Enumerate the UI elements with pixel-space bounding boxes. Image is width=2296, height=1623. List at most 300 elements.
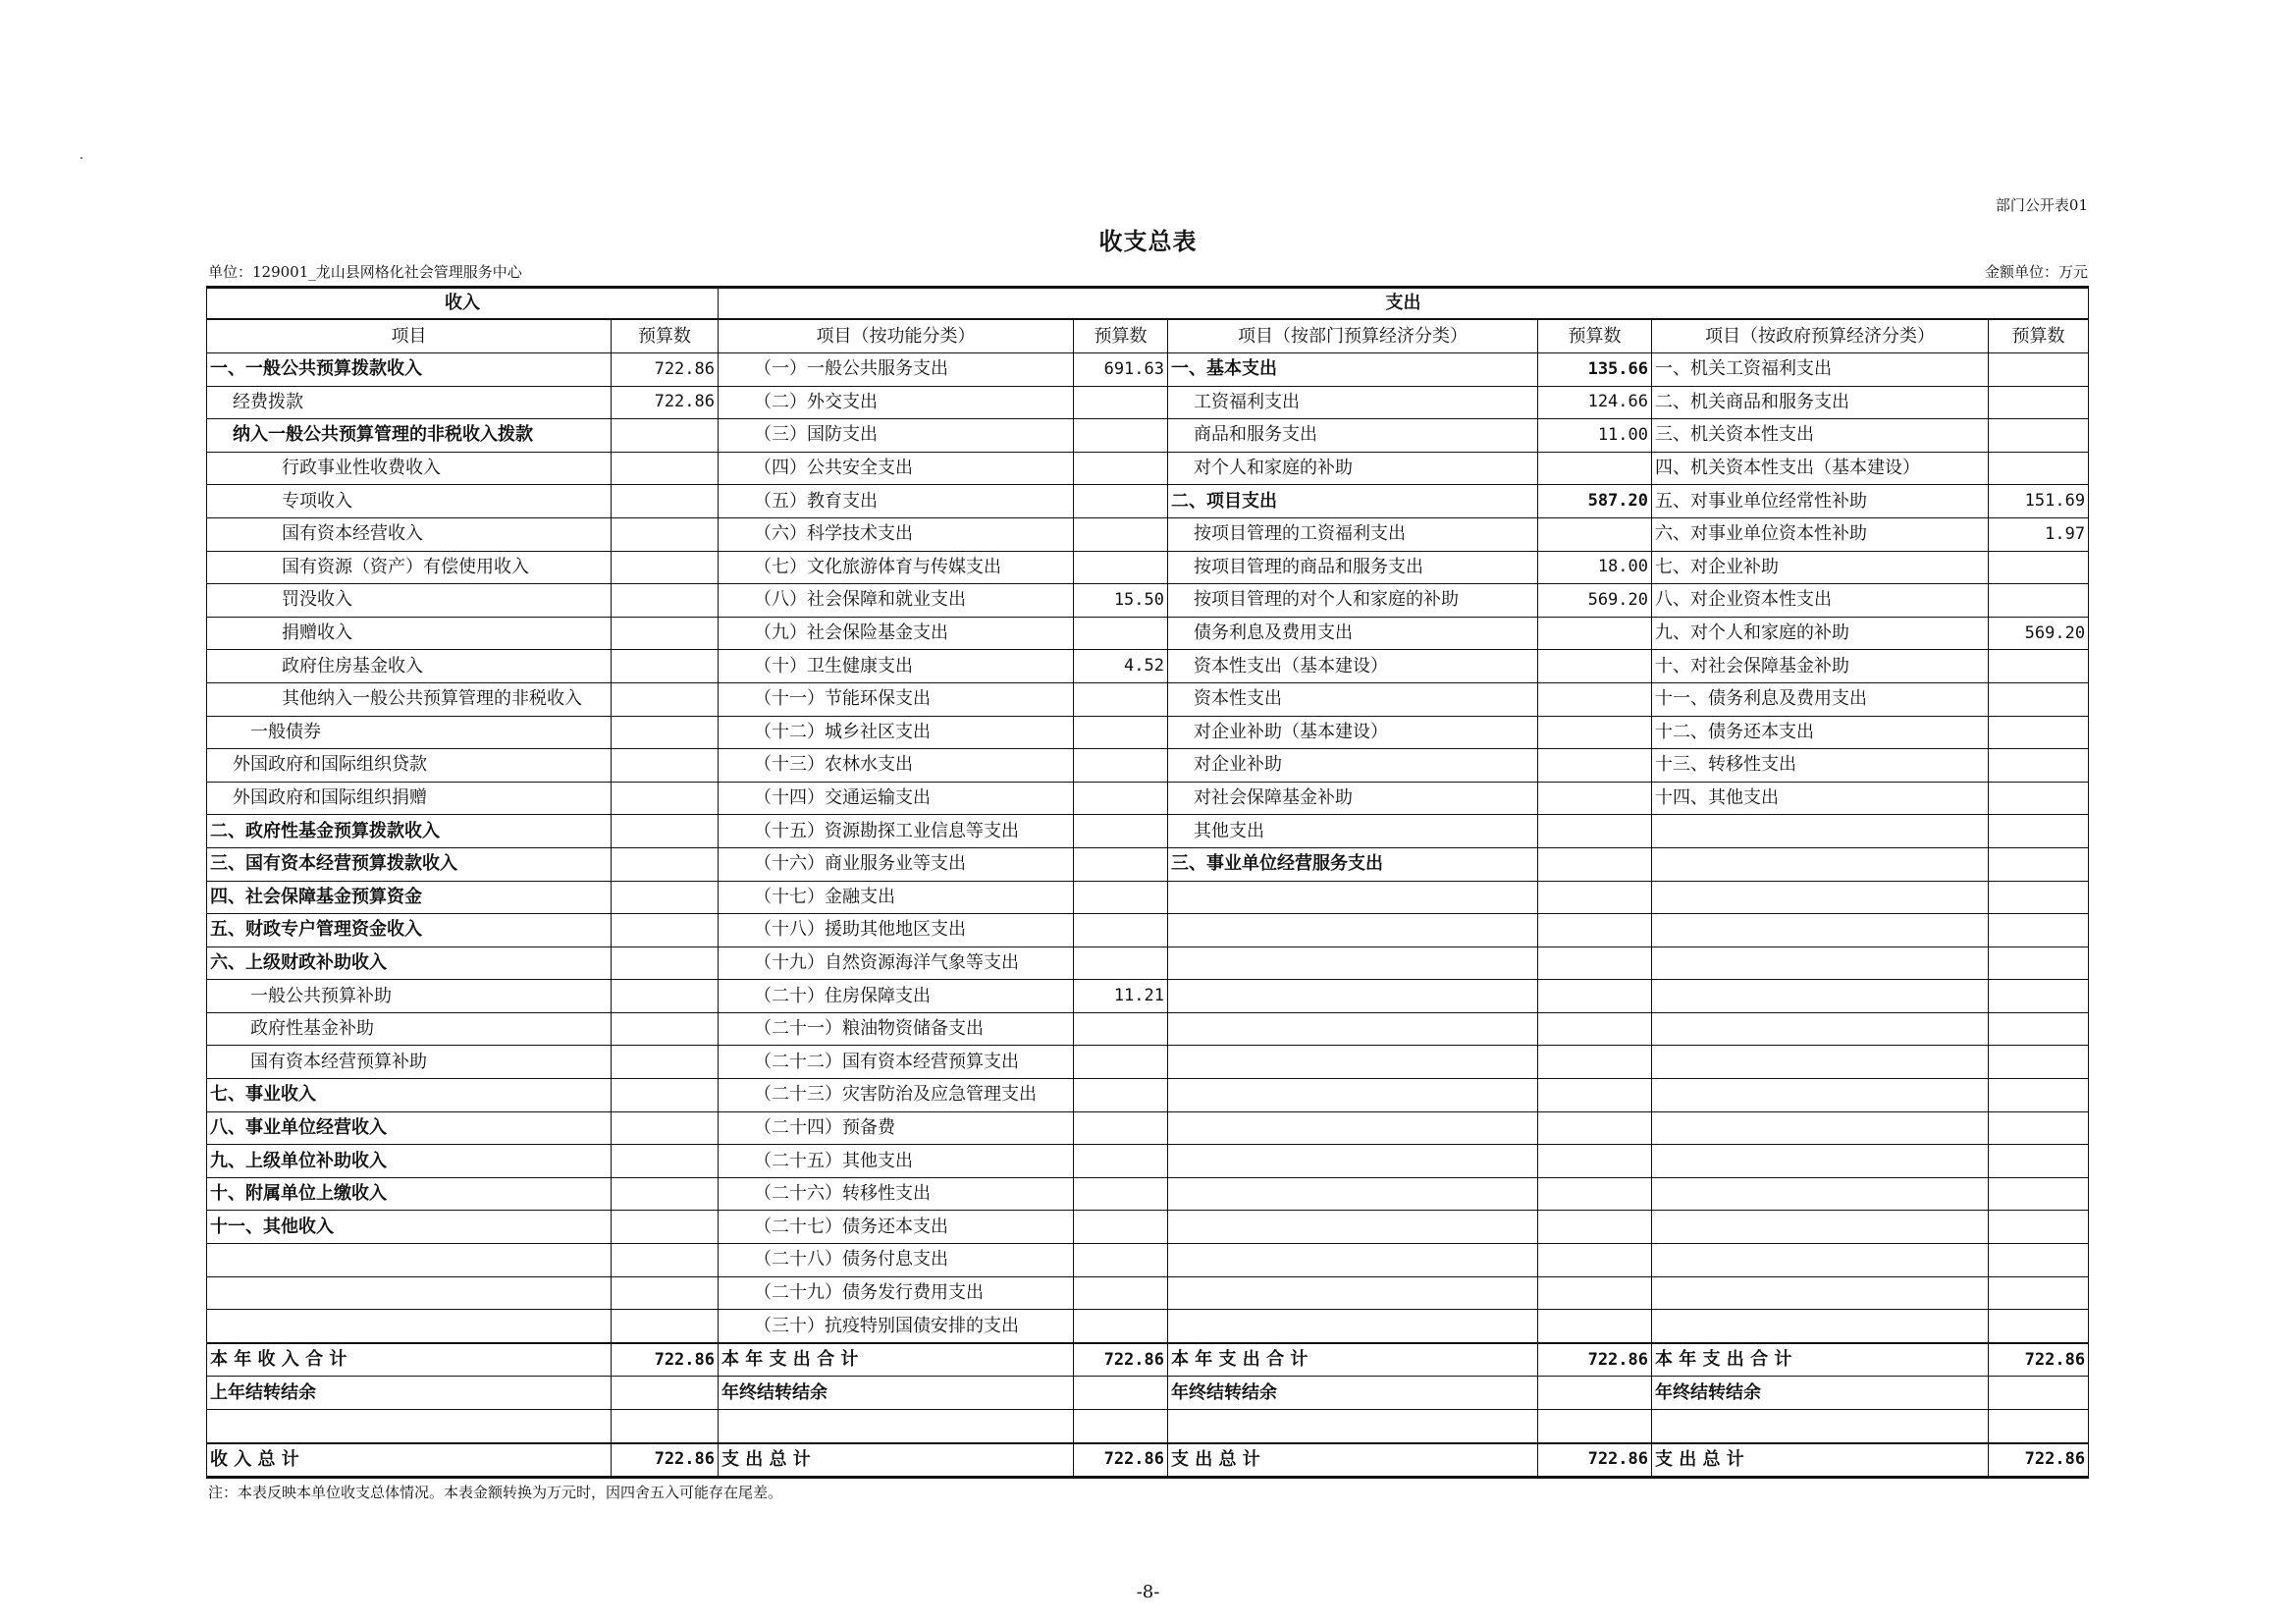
table-row	[207, 551, 2089, 584]
row-item-cell	[207, 1310, 612, 1343]
table-row	[207, 1012, 2089, 1046]
row-item-cell: 一、基本支出	[1168, 353, 1538, 387]
row-amount-cell	[612, 782, 719, 815]
row-item-cell: （六）科学技术支出	[719, 517, 1074, 551]
row-amount-cell	[1074, 1012, 1168, 1046]
row-item-cell: 支 出 总 计	[1652, 1443, 1989, 1478]
row-amount-cell	[1989, 1211, 2089, 1244]
group-header-row	[207, 288, 2089, 320]
row-amount-cell	[612, 419, 719, 453]
row-amount-cell	[1989, 1079, 2089, 1112]
row-item-cell: 二、机关商品和服务支出	[1652, 386, 1989, 419]
row-amount-cell	[1074, 1377, 1168, 1410]
money-unit-label: 金额单位：万元	[1984, 263, 2088, 281]
row-item-cell: 四、社会保障基金预算资金	[207, 881, 612, 914]
row-item-cell: 三、机关资本性支出	[1652, 419, 1989, 453]
column-header: 预算数	[612, 319, 719, 353]
row-item-cell	[1168, 1111, 1538, 1145]
column-header: 预算数	[1074, 319, 1168, 353]
row-amount-cell	[1538, 1377, 1652, 1410]
table-row	[207, 749, 2089, 783]
row-item-cell: 其他支出	[1168, 815, 1538, 848]
row-item-cell: 五、对事业单位经常性补助	[1652, 485, 1989, 518]
row-amount-cell	[1538, 1012, 1652, 1046]
income-group-header: 收入	[207, 288, 719, 320]
row-amount-cell	[1989, 716, 2089, 749]
row-item-cell	[1652, 1244, 1989, 1277]
scan-speck	[80, 157, 82, 159]
column-header: 预算数	[1989, 319, 2089, 353]
row-amount-cell: 722.86	[612, 353, 719, 387]
row-amount-cell	[1074, 881, 1168, 914]
row-amount-cell: 15.50	[1074, 584, 1168, 618]
row-item-cell: （二十三）灾害防治及应急管理支出	[719, 1079, 1074, 1112]
row-amount-cell	[1989, 650, 2089, 683]
row-item-cell: 本 年 支 出 合 计	[719, 1343, 1074, 1377]
row-item-cell: 十一、其他收入	[207, 1211, 612, 1244]
row-item-cell	[1652, 947, 1989, 980]
table-row	[207, 980, 2089, 1013]
table-row	[207, 914, 2089, 947]
row-item-cell	[1652, 815, 1989, 848]
row-item-cell: 十、附属单位上缴收入	[207, 1177, 612, 1211]
row-amount-cell	[612, 452, 719, 485]
row-amount-cell: 18.00	[1538, 551, 1652, 584]
row-amount-cell	[1538, 452, 1652, 485]
row-amount-cell	[1074, 419, 1168, 453]
row-item-cell: （五）教育支出	[719, 485, 1074, 518]
row-item-cell: （二）外交支出	[719, 386, 1074, 419]
row-item-cell	[1652, 1046, 1989, 1079]
row-amount-cell	[612, 682, 719, 716]
row-item-cell	[719, 1410, 1074, 1443]
row-amount-cell	[1989, 1046, 2089, 1079]
row-item-cell	[207, 1244, 612, 1277]
row-amount-cell	[1074, 682, 1168, 716]
row-item-cell: （三）国防支出	[719, 419, 1074, 453]
row-item-cell: （二十六）转移性支出	[719, 1177, 1074, 1211]
row-item-cell: 年终结转结余	[1652, 1377, 1989, 1410]
row-amount-cell	[1538, 1177, 1652, 1211]
row-amount-cell: 151.69	[1989, 485, 2089, 518]
table-row	[207, 682, 2089, 716]
row-amount-cell: 135.66	[1538, 353, 1652, 387]
row-amount-cell	[612, 1244, 719, 1277]
row-item-cell: （九）社会保险基金支出	[719, 617, 1074, 650]
row-item-cell: 专项收入	[207, 485, 612, 518]
row-amount-cell	[1989, 1177, 2089, 1211]
table-row	[207, 1377, 2089, 1410]
table-row	[207, 1410, 2089, 1443]
row-amount-cell	[612, 1377, 719, 1410]
row-item-cell: （十五）资源勘探工业信息等支出	[719, 815, 1074, 848]
row-amount-cell: 569.20	[1538, 584, 1652, 618]
row-amount-cell	[1074, 1145, 1168, 1178]
row-amount-cell	[1989, 914, 2089, 947]
row-amount-cell	[612, 1177, 719, 1211]
table-row	[207, 584, 2089, 618]
row-amount-cell: 722.86	[1989, 1443, 2089, 1478]
row-item-cell	[1168, 1145, 1538, 1178]
row-item-cell: 本 年 收 入 合 计	[207, 1343, 612, 1377]
row-item-cell: （二十九）债务发行费用支出	[719, 1276, 1074, 1310]
row-amount-cell	[1989, 353, 2089, 387]
row-item-cell: 一般债券	[207, 716, 612, 749]
row-item-cell	[1168, 947, 1538, 980]
row-item-cell	[207, 1276, 612, 1310]
row-item-cell: 对社会保障基金补助	[1168, 782, 1538, 815]
row-item-cell: 九、上级单位补助收入	[207, 1145, 612, 1178]
column-header: 项目	[207, 319, 612, 353]
table-row	[207, 617, 2089, 650]
table-row	[207, 847, 2089, 881]
row-amount-cell: 124.66	[1538, 386, 1652, 419]
row-amount-cell	[1989, 1310, 2089, 1343]
row-item-cell: （二十）住房保障支出	[719, 980, 1074, 1013]
row-item-cell: 一、一般公共预算拨款收入	[207, 353, 612, 387]
row-amount-cell	[1074, 1244, 1168, 1277]
row-amount-cell	[1074, 1410, 1168, 1443]
row-item-cell	[1168, 980, 1538, 1013]
row-item-cell: 国有资本经营收入	[207, 517, 612, 551]
row-amount-cell: 722.86	[612, 1343, 719, 1377]
row-item-cell: （二十七）债务还本支出	[719, 1211, 1074, 1244]
row-item-cell: 工资福利支出	[1168, 386, 1538, 419]
row-amount-cell	[612, 847, 719, 881]
row-item-cell: 资本性支出	[1168, 682, 1538, 716]
row-amount-cell	[1074, 815, 1168, 848]
row-amount-cell: 722.86	[1538, 1343, 1652, 1377]
row-item-cell: 七、对企业补助	[1652, 551, 1989, 584]
row-amount-cell	[1989, 551, 2089, 584]
row-amount-cell	[1538, 517, 1652, 551]
column-header: 预算数	[1538, 319, 1652, 353]
row-amount-cell	[612, 881, 719, 914]
row-amount-cell	[1989, 815, 2089, 848]
row-item-cell: （二十二）国有资本经营预算支出	[719, 1046, 1074, 1079]
row-amount-cell	[1538, 617, 1652, 650]
row-amount-cell	[1538, 749, 1652, 783]
row-item-cell: （十六）商业服务业等支出	[719, 847, 1074, 881]
row-amount-cell	[1074, 847, 1168, 881]
row-item-cell: 对个人和家庭的补助	[1168, 452, 1538, 485]
row-item-cell: （十七）金融支出	[719, 881, 1074, 914]
row-amount-cell	[1989, 452, 2089, 485]
row-amount-cell	[1074, 1276, 1168, 1310]
row-amount-cell	[1074, 782, 1168, 815]
row-amount-cell	[1538, 914, 1652, 947]
row-item-cell: 一般公共预算补助	[207, 980, 612, 1013]
row-amount-cell	[1538, 1310, 1652, 1343]
row-item-cell: 七、事业收入	[207, 1079, 612, 1112]
table-row	[207, 353, 2089, 387]
row-amount-cell	[1538, 1079, 1652, 1112]
row-item-cell: 纳入一般公共预算管理的非税收入拨款	[207, 419, 612, 453]
row-amount-cell	[1538, 1276, 1652, 1310]
expense-group-header: 支出	[719, 288, 2089, 320]
row-item-cell: 经费拨款	[207, 386, 612, 419]
table-row	[207, 782, 2089, 815]
column-header: 项目（按政府预算经济分类）	[1652, 319, 1989, 353]
row-amount-cell	[1538, 682, 1652, 716]
column-header-row	[207, 319, 2089, 353]
row-item-cell	[1652, 1012, 1989, 1046]
row-item-cell: 国有资源（资产）有偿使用收入	[207, 551, 612, 584]
row-amount-cell	[612, 1211, 719, 1244]
table-row	[207, 881, 2089, 914]
row-amount-cell	[612, 485, 719, 518]
row-item-cell: （十八）援助其他地区支出	[719, 914, 1074, 947]
row-amount-cell	[612, 1310, 719, 1343]
row-item-cell	[1652, 1177, 1989, 1211]
table-row	[207, 1177, 2089, 1211]
row-item-cell: 十四、其他支出	[1652, 782, 1989, 815]
row-item-cell	[1168, 1244, 1538, 1277]
row-item-cell: （七）文化旅游体育与传媒支出	[719, 551, 1074, 584]
row-item-cell	[1168, 1310, 1538, 1343]
row-amount-cell: 722.86	[1538, 1443, 1652, 1478]
row-amount-cell: 4.52	[1074, 650, 1168, 683]
row-item-cell: 行政事业性收费收入	[207, 452, 612, 485]
row-amount-cell	[1074, 749, 1168, 783]
row-amount-cell	[612, 617, 719, 650]
row-item-cell	[1168, 1046, 1538, 1079]
row-amount-cell	[1538, 650, 1652, 683]
table-row	[207, 716, 2089, 749]
row-item-cell: （八）社会保障和就业支出	[719, 584, 1074, 618]
row-item-cell	[1168, 914, 1538, 947]
row-amount-cell: 691.63	[1074, 353, 1168, 387]
row-amount-cell	[1989, 847, 2089, 881]
row-amount-cell	[1538, 782, 1652, 815]
row-item-cell: 外国政府和国际组织捐赠	[207, 782, 612, 815]
row-amount-cell	[1989, 881, 2089, 914]
row-item-cell: 罚没收入	[207, 584, 612, 618]
row-item-cell: 外国政府和国际组织贷款	[207, 749, 612, 783]
row-item-cell: 收 入 总 计	[207, 1443, 612, 1478]
row-item-cell: 十一、债务利息及费用支出	[1652, 682, 1989, 716]
row-amount-cell	[1989, 782, 2089, 815]
row-item-cell: 一、机关工资福利支出	[1652, 353, 1989, 387]
row-item-cell: 国有资本经营预算补助	[207, 1046, 612, 1079]
row-amount-cell	[1074, 517, 1168, 551]
row-item-cell: 九、对个人和家庭的补助	[1652, 617, 1989, 650]
row-item-cell: （十一）节能环保支出	[719, 682, 1074, 716]
row-amount-cell	[1538, 815, 1652, 848]
row-item-cell	[1168, 1012, 1538, 1046]
row-item-cell	[1168, 881, 1538, 914]
row-item-cell: （十二）城乡社区支出	[719, 716, 1074, 749]
row-item-cell: 按项目管理的商品和服务支出	[1168, 551, 1538, 584]
row-amount-cell	[1074, 1177, 1168, 1211]
row-amount-cell	[612, 980, 719, 1013]
table-row	[207, 485, 2089, 518]
row-item-cell: 本 年 支 出 合 计	[1168, 1343, 1538, 1377]
row-amount-cell	[1074, 1046, 1168, 1079]
row-item-cell: 八、对企业资本性支出	[1652, 584, 1989, 618]
row-amount-cell: 569.20	[1989, 617, 2089, 650]
row-item-cell: 十、对社会保障基金补助	[1652, 650, 1989, 683]
row-item-cell: 支 出 总 计	[719, 1443, 1074, 1478]
row-amount-cell	[612, 716, 719, 749]
row-amount-cell: 587.20	[1538, 485, 1652, 518]
row-item-cell	[1652, 980, 1989, 1013]
row-amount-cell	[612, 1410, 719, 1443]
row-item-cell	[1652, 914, 1989, 947]
row-amount-cell	[1989, 1377, 2089, 1410]
row-item-cell: （一）一般公共服务支出	[719, 353, 1074, 387]
row-amount-cell	[1074, 485, 1168, 518]
row-amount-cell	[612, 584, 719, 618]
row-amount-cell	[612, 1012, 719, 1046]
row-amount-cell: 11.00	[1538, 419, 1652, 453]
budget-summary-table	[206, 286, 2089, 1479]
row-amount-cell	[1074, 1211, 1168, 1244]
table-row	[207, 1211, 2089, 1244]
row-item-cell: 对企业补助（基本建设）	[1168, 716, 1538, 749]
row-amount-cell	[612, 517, 719, 551]
row-item-cell: 三、事业单位经营服务支出	[1168, 847, 1538, 881]
row-amount-cell: 722.86	[1074, 1343, 1168, 1377]
row-item-cell: 政府性基金补助	[207, 1012, 612, 1046]
row-amount-cell: 722.86	[1074, 1443, 1168, 1478]
row-item-cell	[1652, 1410, 1989, 1443]
row-amount-cell: 1.97	[1989, 517, 2089, 551]
row-item-cell	[1168, 1410, 1538, 1443]
row-item-cell: （十四）交通运输支出	[719, 782, 1074, 815]
row-item-cell	[1652, 1111, 1989, 1145]
row-item-cell: 按项目管理的工资福利支出	[1168, 517, 1538, 551]
row-item-cell: （十三）农林水支出	[719, 749, 1074, 783]
row-item-cell	[1652, 1145, 1989, 1178]
table-row	[207, 1046, 2089, 1079]
row-amount-cell	[1989, 980, 2089, 1013]
table-row	[207, 1244, 2089, 1277]
row-item-cell: （二十八）债务付息支出	[719, 1244, 1074, 1277]
row-item-cell: 本 年 支 出 合 计	[1652, 1343, 1989, 1377]
row-amount-cell	[1074, 914, 1168, 947]
row-amount-cell	[1538, 1111, 1652, 1145]
row-item-cell	[207, 1410, 612, 1443]
row-amount-cell	[1074, 617, 1168, 650]
row-amount-cell	[1538, 881, 1652, 914]
row-item-cell: 支 出 总 计	[1168, 1443, 1538, 1478]
row-amount-cell: 722.86	[612, 386, 719, 419]
row-item-cell: 对企业补助	[1168, 749, 1538, 783]
row-amount-cell	[1989, 419, 2089, 453]
row-item-cell	[1652, 1276, 1989, 1310]
table-row	[207, 1310, 2089, 1343]
row-amount-cell	[1989, 749, 2089, 783]
row-amount-cell	[612, 551, 719, 584]
row-amount-cell	[1989, 947, 2089, 980]
table-row	[207, 1276, 2089, 1310]
row-item-cell	[1652, 1211, 1989, 1244]
row-item-cell	[1652, 881, 1989, 914]
row-amount-cell: 722.86	[1989, 1343, 2089, 1377]
row-amount-cell	[612, 1046, 719, 1079]
row-amount-cell	[1989, 1012, 2089, 1046]
row-item-cell	[1168, 1177, 1538, 1211]
column-header: 项目（按功能分类）	[719, 319, 1074, 353]
row-amount-cell	[1538, 947, 1652, 980]
table-row	[207, 517, 2089, 551]
row-amount-cell	[612, 1079, 719, 1112]
row-item-cell: （二十一）粮油物资储备支出	[719, 1012, 1074, 1046]
footnote: 注：本表反映本单位收支总体情况。本表金额转换为万元时，因四舍五入可能存在尾差。	[208, 1484, 783, 1501]
row-item-cell	[1168, 1211, 1538, 1244]
row-item-cell: 年终结转结余	[719, 1377, 1074, 1410]
row-amount-cell	[1538, 716, 1652, 749]
row-item-cell: 捐赠收入	[207, 617, 612, 650]
row-item-cell: 按项目管理的对个人和家庭的补助	[1168, 584, 1538, 618]
table-row	[207, 1111, 2089, 1145]
row-item-cell: （十）卫生健康支出	[719, 650, 1074, 683]
row-item-cell: 年终结转结余	[1168, 1377, 1538, 1410]
row-amount-cell	[1538, 1211, 1652, 1244]
row-item-cell: 十三、转移性支出	[1652, 749, 1989, 783]
row-item-cell: 十二、债务还本支出	[1652, 716, 1989, 749]
row-item-cell	[1652, 847, 1989, 881]
row-amount-cell	[612, 914, 719, 947]
page-title: 收支总表	[1098, 227, 1198, 255]
unit-label: 单位：129001_龙山县网格化社会管理服务中心	[208, 263, 522, 281]
row-amount-cell	[1989, 1276, 2089, 1310]
row-item-cell: （三十）抗疫特别国债安排的支出	[719, 1310, 1074, 1343]
row-amount-cell	[612, 650, 719, 683]
row-amount-cell	[612, 1276, 719, 1310]
row-item-cell: （二十五）其他支出	[719, 1145, 1074, 1178]
table-row	[207, 1079, 2089, 1112]
row-amount-cell	[1989, 386, 2089, 419]
form-code: 部门公开表01	[1995, 196, 2088, 214]
row-item-cell: 六、上级财政补助收入	[207, 947, 612, 980]
row-item-cell: （十九）自然资源海洋气象等支出	[719, 947, 1074, 980]
row-amount-cell	[1538, 1244, 1652, 1277]
row-item-cell: 八、事业单位经营收入	[207, 1111, 612, 1145]
row-amount-cell	[1074, 1079, 1168, 1112]
row-amount-cell	[1989, 1410, 2089, 1443]
row-amount-cell	[1538, 1410, 1652, 1443]
row-item-cell: 二、项目支出	[1168, 485, 1538, 518]
table-row	[207, 650, 2089, 683]
column-header: 项目（按部门预算经济分类）	[1168, 319, 1538, 353]
row-item-cell: 其他纳入一般公共预算管理的非税收入	[207, 682, 612, 716]
page-number: -8-	[1136, 1582, 1160, 1602]
table-row	[207, 947, 2089, 980]
row-item-cell	[1652, 1310, 1989, 1343]
row-amount-cell	[612, 947, 719, 980]
table-row	[207, 386, 2089, 419]
row-amount-cell	[1538, 1145, 1652, 1178]
row-item-cell: 债务利息及费用支出	[1168, 617, 1538, 650]
row-item-cell: （二十四）预备费	[719, 1111, 1074, 1145]
table-row	[207, 1443, 2089, 1478]
table-row	[207, 452, 2089, 485]
row-amount-cell	[1989, 1145, 2089, 1178]
row-amount-cell	[612, 1111, 719, 1145]
row-item-cell	[1652, 1079, 1989, 1112]
row-item-cell	[1168, 1276, 1538, 1310]
row-item-cell: 二、政府性基金预算拨款收入	[207, 815, 612, 848]
row-amount-cell	[612, 815, 719, 848]
row-amount-cell	[1074, 947, 1168, 980]
row-item-cell: 政府住房基金收入	[207, 650, 612, 683]
row-item-cell: 四、机关资本性支出（基本建设）	[1652, 452, 1989, 485]
row-amount-cell	[612, 749, 719, 783]
row-amount-cell: 722.86	[612, 1443, 719, 1478]
row-amount-cell	[1989, 1111, 2089, 1145]
